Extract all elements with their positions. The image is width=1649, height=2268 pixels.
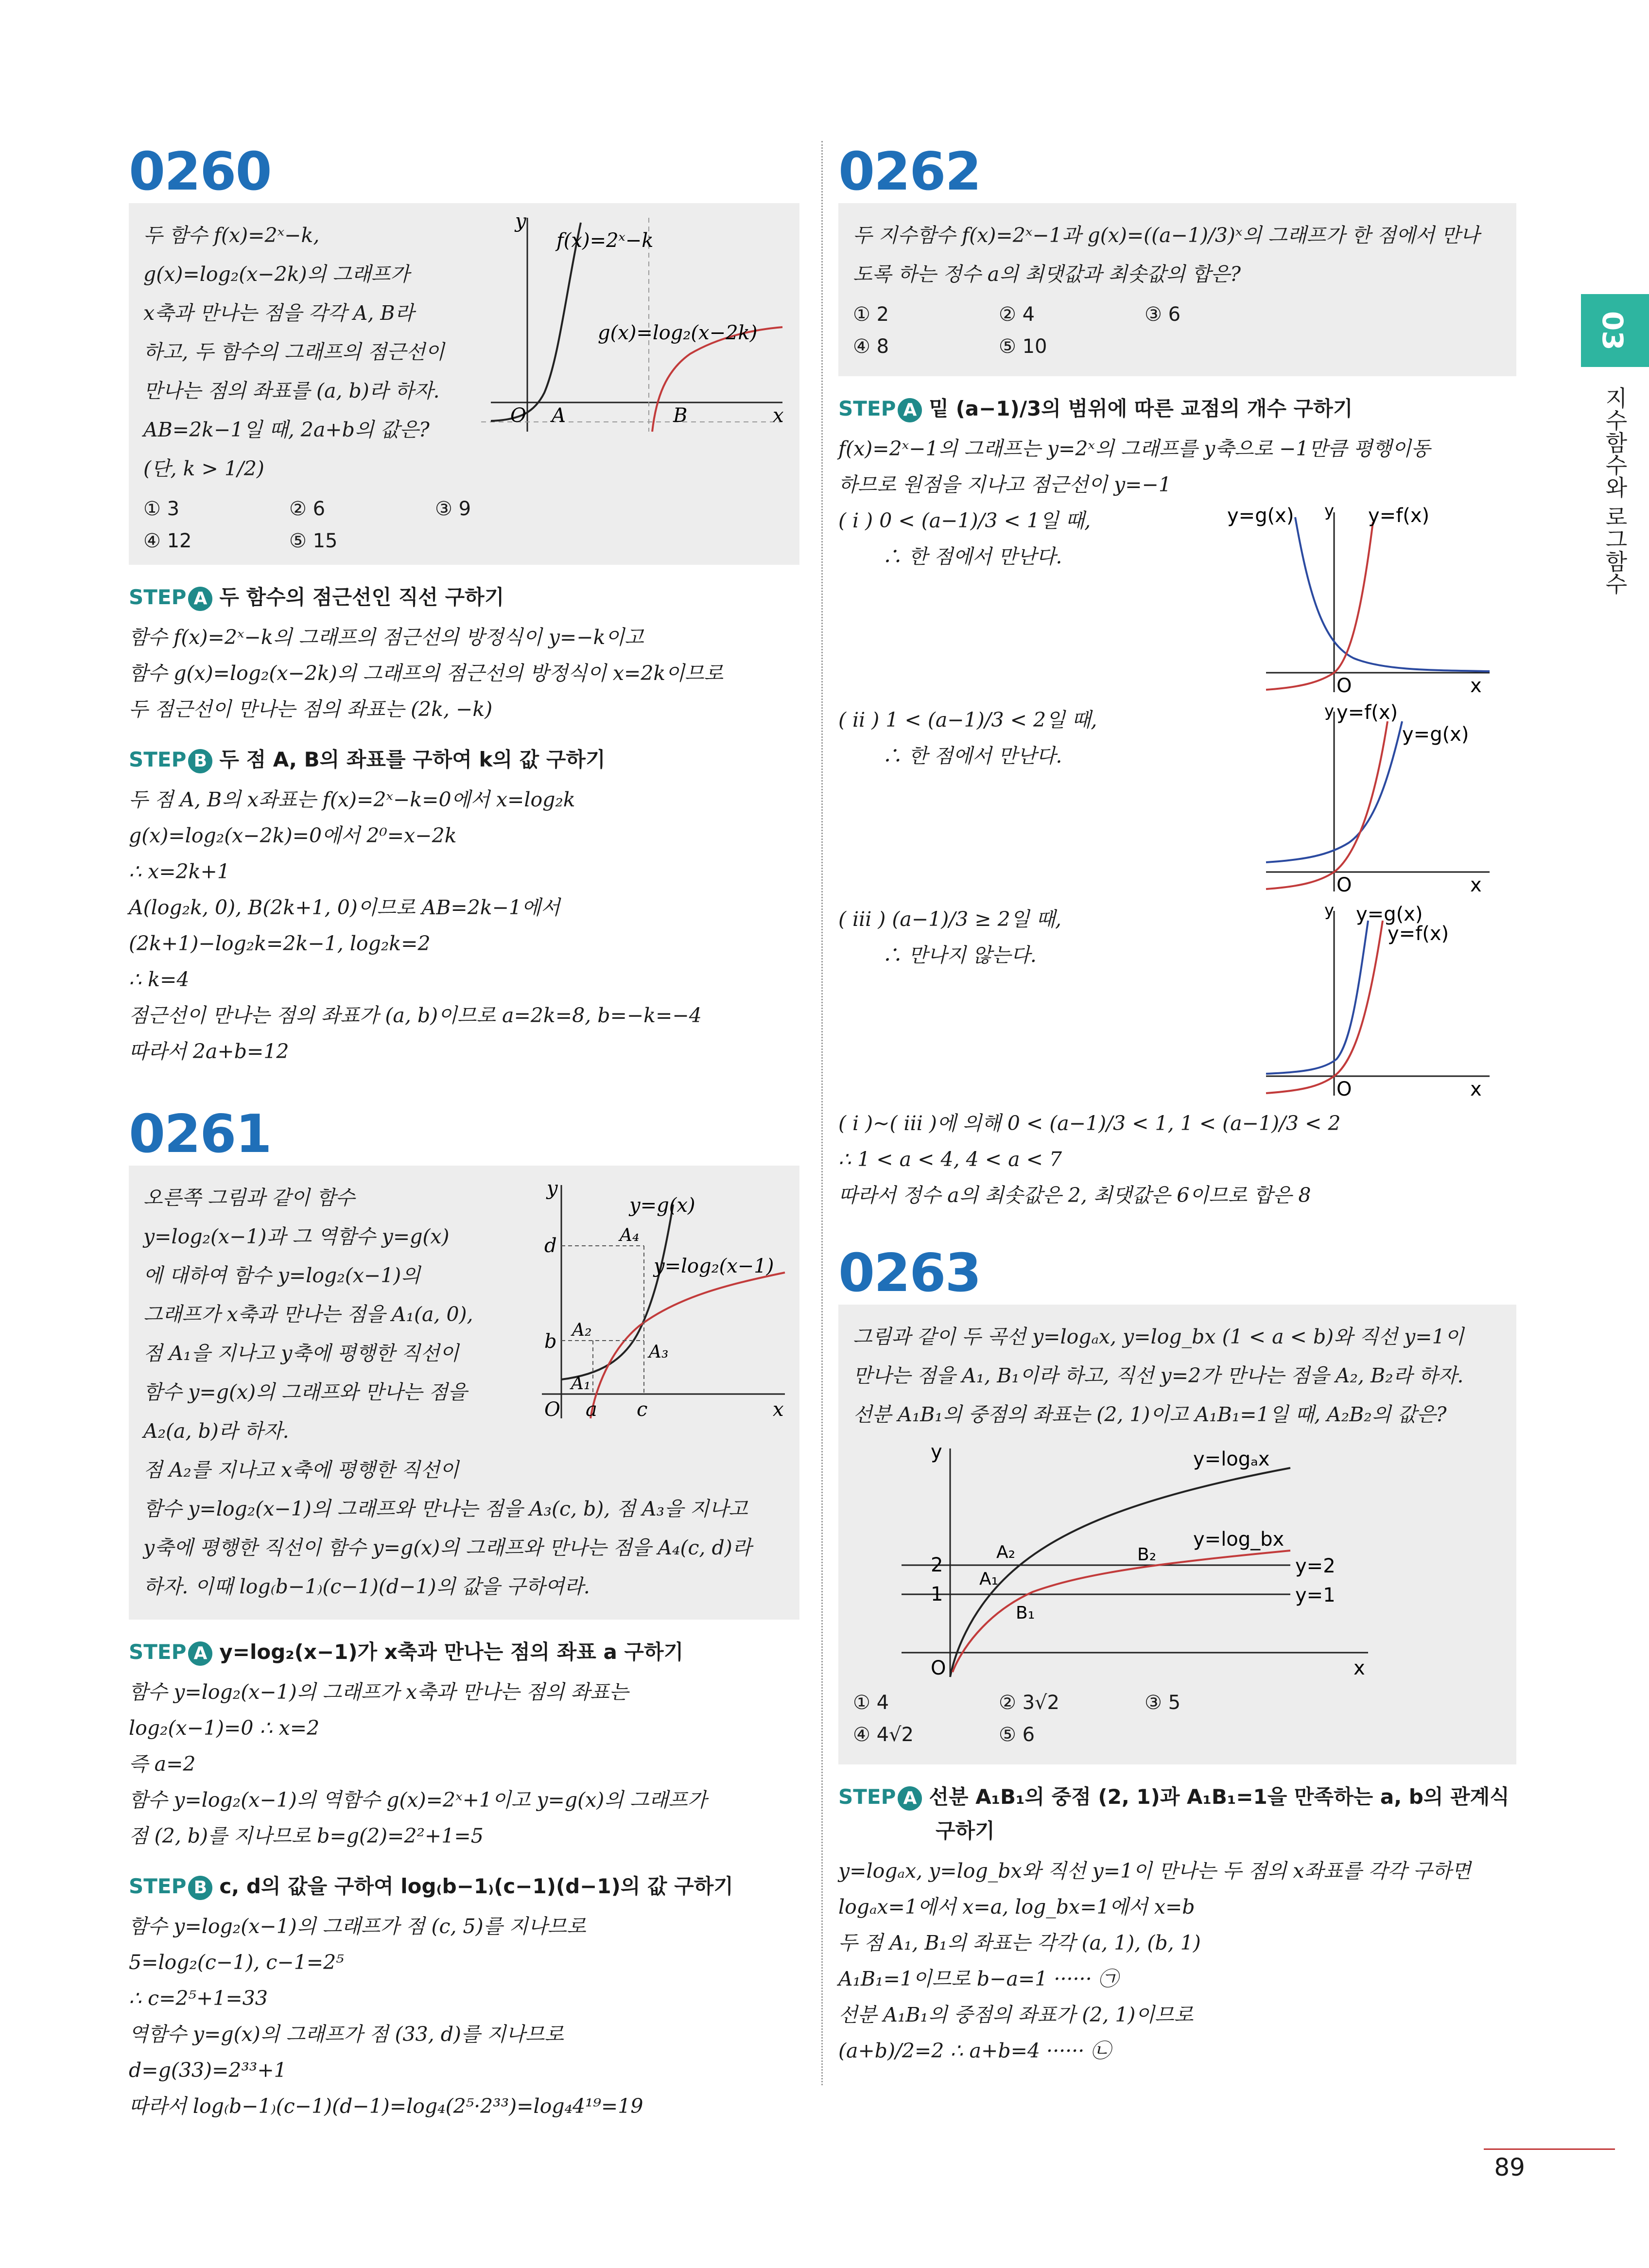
solution-line: 따라서 2a+b=12 [129, 1040, 289, 1063]
step-tag: STEP [129, 1640, 187, 1664]
solution-text [129, 619, 799, 727]
question-line: 점 A₁을 지나고 y축에 평행한 직선이 [143, 1342, 459, 1365]
question-line: 에 대하여 함수 y=log₂(x−1)의 [143, 1264, 420, 1287]
point-b-label: B [673, 404, 688, 427]
step-heading [129, 1635, 799, 1669]
a1-label: A₁ [979, 1569, 999, 1589]
graph-0261 [513, 1175, 795, 1423]
problem-0263 [838, 1243, 1516, 2069]
question-line: 함수 y=log₂(x−1)의 그래프와 만나는 점을 A₃(c, b), 점 A₃을 지나고 [143, 1497, 748, 1520]
question-text [853, 1317, 1502, 1434]
y-axis-label: y [515, 210, 526, 232]
step-heading [838, 1780, 1516, 1848]
chapter-title: 지수함수와 로그함수 [1602, 386, 1628, 595]
question-line: y=log₂(x−1)과 그 역함수 y=g(x) [143, 1225, 450, 1248]
choice-3[interactable]: ③ 6 [1145, 303, 1181, 326]
problem-number: 0260 [129, 141, 271, 202]
case-result: ∴ 한 점에서 만난다. [882, 545, 1062, 568]
case-text [838, 702, 1227, 774]
question-line: 하고, 두 함수의 그래프의 점근선이 [143, 340, 445, 364]
problem-box [129, 203, 799, 565]
tick-2: 2 [931, 1554, 943, 1576]
choice-2[interactable]: ② 6 [289, 498, 326, 520]
question-line: 두 함수 f(x)=2ˣ−k, [143, 224, 320, 247]
choice-5[interactable]: ⑤ 15 [289, 530, 338, 552]
solution-line: ( i )~( iii )에 의해 0 < (a−1)/3 < 1, 1 < (a−1)/3 < 2 [838, 1112, 1341, 1135]
b-label: b [544, 1330, 557, 1353]
step-tag: STEP [838, 397, 896, 420]
step-heading [838, 392, 1516, 426]
c-label: c [637, 1398, 648, 1421]
question-line: 도록 하는 정수 a의 최댓값과 최솟값의 합은? [853, 262, 1241, 286]
solution-line: 함수 f(x)=2ˣ−k의 그래프의 점근선의 방정식이 y=−k이고 [129, 626, 644, 649]
step-heading [129, 1869, 799, 1903]
tick-1: 1 [931, 1583, 943, 1605]
solution-line: y=logₐx, y=log_bx와 직선 y=1이 만나는 두 점의 x좌표를 각각 구하면 [838, 1859, 1471, 1883]
y-axis-label: y [1324, 503, 1335, 521]
g-label: y=g(x) [1227, 505, 1294, 527]
solution-line: 선분 A₁B₁의 중점의 좌표가 (2, 1)이므로 [838, 2003, 1194, 2026]
solution-line: g(x)=log₂(x−2k)=0에서 2⁰=x−2k [129, 824, 457, 847]
y-axis-label: y [931, 1441, 942, 1463]
problem-0260 [129, 141, 799, 1069]
question-line: y축에 평행한 직선이 함수 y=g(x)의 그래프와 만나는 점을 A₄(c, d)라 [143, 1536, 752, 1559]
solution-line: ∴ 1 < a < 4, 4 < a < 7 [838, 1148, 1062, 1171]
step-title-cont: 구하기 [936, 1819, 995, 1843]
problem-0261 [129, 1104, 799, 2124]
case-condition: ( iii ) (a−1)/3 ≥ 2일 때, [838, 907, 1061, 931]
question-line: 두 지수함수 f(x)=2ˣ−1과 g(x)=((a−1)/3)ˣ의 그래프가 한 점에서 만나 [853, 224, 1480, 247]
solution-line: A(log₂k, 0), B(2k+1, 0)이므로 AB=2k−1에서 [129, 896, 560, 919]
question-text [853, 216, 1502, 294]
question-line: (단, k > 1/2) [143, 457, 264, 480]
step-title: c, d의 값을 구하여 log₍b−1₎(c−1)(d−1)의 값 구하기 [219, 1874, 733, 1898]
question-line: 만나는 점의 좌표를 (a, b)라 하자. [143, 379, 440, 402]
d-label: d [544, 1235, 557, 1257]
y1-label: y=1 [1295, 1584, 1336, 1606]
solution-line: 두 점 A, B의 x좌표는 f(x)=2ˣ−k=0에서 x=log₂k [129, 788, 575, 811]
x-axis-label: x [773, 1398, 784, 1421]
f-label: y=f(x) [1388, 923, 1449, 945]
solution-line: (2k+1)−log₂k=2k−1, log₂k=2 [129, 932, 431, 955]
question-line: 오른쪽 그림과 같이 함수 [143, 1186, 355, 1209]
a4-label: A₄ [620, 1225, 640, 1245]
x-axis-label: x [1354, 1657, 1365, 1679]
graph-0260 [481, 208, 792, 436]
solution-text [129, 1674, 799, 1854]
solution-line: 두 점근선이 만나는 점의 좌표는 (2k, −k) [129, 698, 493, 721]
choice-4[interactable]: ④ 4√2 [853, 1724, 914, 1746]
answer-choices [853, 298, 1290, 363]
origin-label: O [510, 404, 526, 427]
solution-line: logₐx=1에서 x=a, log_bx=1에서 x=b [838, 1895, 1195, 1919]
solution-text [838, 1853, 1516, 2069]
solution-line: 두 점 A₁, B₁의 좌표는 각각 (a, 1), (b, 1) [838, 1931, 1201, 1954]
a-label: a [586, 1398, 597, 1421]
origin-label: O [1337, 1078, 1352, 1100]
case-result: ∴ 한 점에서 만난다. [882, 744, 1062, 768]
case-2 [838, 702, 1516, 901]
graph-case-1 [1227, 503, 1499, 697]
graph-case-3 [1227, 901, 1499, 1100]
solution-line: f(x)=2ˣ−1의 그래프는 y=2ˣ의 그래프를 y축으로 −1만큼 평행이동 [838, 437, 1431, 460]
solution-line: 하므로 원점을 지나고 점근선이 y=−1 [838, 473, 1171, 496]
y-axis-label: y [1324, 702, 1335, 721]
a1-label: A₁ [571, 1374, 591, 1394]
step-title: 두 함수의 점근선인 직선 구하기 [219, 585, 504, 609]
step-heading [129, 743, 799, 777]
solution-line: ∴ k=4 [129, 968, 190, 991]
problem-0262 [838, 141, 1516, 1213]
case-text [838, 901, 1227, 973]
g-curve-label: g(x)=log₂(x−2k) [598, 322, 758, 344]
choice-1[interactable]: ① 4 [853, 1692, 889, 1714]
step-title: 두 점 A, B의 좌표를 구하여 k의 값 구하기 [219, 748, 606, 771]
solution-line: log₂(x−1)=0 ∴ x=2 [129, 1716, 320, 1740]
step-heading [129, 580, 799, 614]
step-tag: STEP [838, 1785, 896, 1809]
choice-2[interactable]: ② 3√2 [999, 1692, 1059, 1714]
question-line: 그림과 같이 두 곡선 y=logₐx, y=log_bx (1 < a < b)와 직선 y=1이 [853, 1325, 1464, 1348]
question-line: AB=2k−1일 때, 2a+b의 값은? [143, 418, 430, 441]
f-curve-label: f(x)=2ˣ−k [556, 229, 654, 252]
choice-3[interactable]: ③ 9 [435, 498, 471, 520]
chapter-tab: 03 [1581, 294, 1649, 367]
f-label: y=f(x) [1337, 702, 1398, 724]
f-label: y=f(x) [1368, 505, 1430, 527]
solution-line: 함수 y=log₂(x−1)의 역함수 g(x)=2ˣ+1이고 y=g(x)의 그래프가 [129, 1788, 707, 1812]
case-text [838, 503, 1227, 575]
solution-text [129, 1908, 799, 2124]
step-letter: A [898, 1786, 922, 1811]
solution-line: 점근선이 만나는 점의 좌표가 (a, b)이므로 a=2k=8, b=−k=−4 [129, 1004, 702, 1027]
solution-text [129, 782, 799, 1069]
solution-text [838, 431, 1516, 503]
problem-number: 0262 [838, 141, 981, 202]
solution-line: 함수 y=log₂(x−1)의 그래프가 x축과 만나는 점의 좌표는 [129, 1680, 629, 1704]
solution-line: 따라서 정수 a의 최솟값은 2, 최댓값은 6이므로 합은 8 [838, 1184, 1311, 1207]
step-tag: STEP [129, 1874, 187, 1898]
question-text [143, 216, 484, 488]
choice-1[interactable]: ① 3 [143, 498, 180, 520]
solution-text [838, 1105, 1516, 1213]
problem-box [838, 203, 1516, 376]
choice-5[interactable]: ⑤ 6 [999, 1724, 1035, 1746]
graph-0263 [892, 1439, 1378, 1682]
solution-line: 함수 y=log₂(x−1)의 그래프가 점 (c, 5)를 지나므로 [129, 1915, 586, 1938]
answer-choices [853, 1687, 1290, 1751]
logb-label: y=log_bx [1193, 1528, 1284, 1551]
origin-label: O [1337, 874, 1352, 896]
solution-line: 점 (2, b)를 지나므로 b=g(2)=2²+1=5 [129, 1824, 484, 1848]
question-line: 점 A₂를 지나고 x축에 평행한 직선이 [143, 1458, 459, 1482]
g-label: y=g(x) [1402, 723, 1469, 746]
y-axis-label: y [1324, 901, 1335, 920]
solution-line: 역함수 y=g(x)의 그래프가 점 (33, d)를 지나므로 [129, 2023, 564, 2046]
b1-label: B₁ [1016, 1603, 1035, 1623]
step-tag: STEP [129, 585, 187, 609]
question-line: 하자. 이때 log₍b−1₎(c−1)(d−1)의 값을 구하여라. [143, 1575, 590, 1598]
x-axis-label: x [1470, 874, 1482, 896]
step-tag: STEP [129, 748, 187, 771]
question-line: 만나는 점을 A₁, B₁이라 하고, 직선 y=2가 만나는 점을 A₂, B₂라 하자. [853, 1364, 1464, 1387]
case-condition: ( i ) 0 < (a−1)/3 < 1일 때, [838, 509, 1091, 532]
solution-line: 따라서 log₍b−1₎(c−1)(d−1)=log₄(2⁵·2³³)=log₄4¹⁹=19 [129, 2094, 643, 2118]
solution-line: ∴ x=2k+1 [129, 860, 230, 883]
solution-line: (a+b)/2=2 ∴ a+b=4 ······ ㉡ [838, 2039, 1111, 2062]
b2-label: B₂ [1137, 1545, 1157, 1565]
question-line: 함수 y=g(x)의 그래프와 만나는 점을 [143, 1380, 468, 1404]
origin-label: O [544, 1398, 560, 1421]
step-title: 선분 A₁B₁의 중점 (2, 1)과 A₁B₁=1을 만족하는 a, b의 관계식 [929, 1785, 1510, 1809]
problem-number: 0263 [838, 1243, 981, 1304]
log-curve-label: y=log₂(x−1) [654, 1255, 774, 1277]
a2-label: A₂ [572, 1320, 592, 1340]
choice-1[interactable]: ① 2 [853, 303, 889, 326]
solution-line: 즉 a=2 [129, 1752, 196, 1776]
question-line: x축과 만나는 점을 각각 A, B라 [143, 301, 415, 325]
graph-case-2 [1227, 702, 1499, 896]
x-axis-label: x [773, 404, 784, 427]
step-title: 밑 (a−1)/3의 범위에 따른 교점의 개수 구하기 [929, 397, 1353, 420]
question-line: 선분 A₁B₁의 중점의 좌표는 (2, 1)이고 A₁B₁=1일 때, A₂B₂의 값은? [853, 1403, 1447, 1426]
question-line: 그래프가 x축과 만나는 점을 A₁(a, 0), [143, 1303, 473, 1326]
question-line: A₂(a, b)라 하자. [143, 1419, 289, 1443]
page-number: 89 [1494, 2153, 1525, 2181]
solution-line: 함수 g(x)=log₂(x−2k)의 그래프의 점근선의 방정식이 x=2k이므로 [129, 662, 724, 685]
right-column [838, 141, 1516, 2069]
loga-label: y=logₐx [1193, 1448, 1270, 1470]
case-3 [838, 901, 1516, 1105]
problem-box [129, 1166, 799, 1620]
case-result: ∴ 만나지 않는다. [882, 943, 1037, 967]
choice-2[interactable]: ② 4 [999, 303, 1035, 326]
question-line: g(x)=log₂(x−2k)의 그래프가 [143, 262, 410, 286]
problem-number: 0261 [129, 1104, 271, 1165]
case-1 [838, 503, 1516, 702]
choice-4[interactable]: ④ 8 [853, 335, 889, 358]
step-letter: A [188, 1641, 212, 1666]
solution-line: 5=log₂(c−1), c−1=2⁵ [129, 1951, 344, 1974]
origin-label: O [931, 1657, 946, 1679]
step-letter: B [188, 749, 212, 773]
choice-5[interactable]: ⑤ 10 [999, 335, 1047, 358]
step-letter: A [898, 398, 922, 422]
x-axis-label: x [1470, 675, 1482, 697]
answer-choices [143, 493, 581, 557]
point-a-label: A [552, 404, 566, 427]
y-axis-label: y [547, 1177, 558, 1200]
x-axis-label: x [1470, 1078, 1482, 1100]
a3-label: A₃ [649, 1342, 669, 1362]
column-divider [821, 141, 823, 2085]
choice-4[interactable]: ④ 12 [143, 530, 192, 552]
a2-label: A₂ [996, 1542, 1016, 1562]
g-curve-label: y=g(x) [629, 1194, 695, 1217]
y2-label: y=2 [1295, 1555, 1336, 1577]
solution-line: d=g(33)=2³³+1 [129, 2059, 287, 2082]
g-label: y=g(x) [1356, 903, 1423, 925]
choice-3[interactable]: ③ 5 [1145, 1692, 1181, 1714]
page-rule [1484, 2148, 1615, 2150]
step-letter: A [188, 587, 212, 611]
case-condition: ( ii ) 1 < (a−1)/3 < 2일 때, [838, 708, 1097, 732]
solution-line: A₁B₁=1이므로 b−a=1 ······ ㉠ [838, 1967, 1118, 1990]
step-title: y=log₂(x−1)가 x축과 만나는 점의 좌표 a 구하기 [219, 1640, 684, 1664]
step-letter: B [188, 1876, 212, 1900]
solution-line: ∴ c=2⁵+1=33 [129, 1987, 268, 2010]
left-column [129, 141, 799, 2124]
problem-box [838, 1305, 1516, 1764]
origin-label: O [1337, 675, 1352, 697]
